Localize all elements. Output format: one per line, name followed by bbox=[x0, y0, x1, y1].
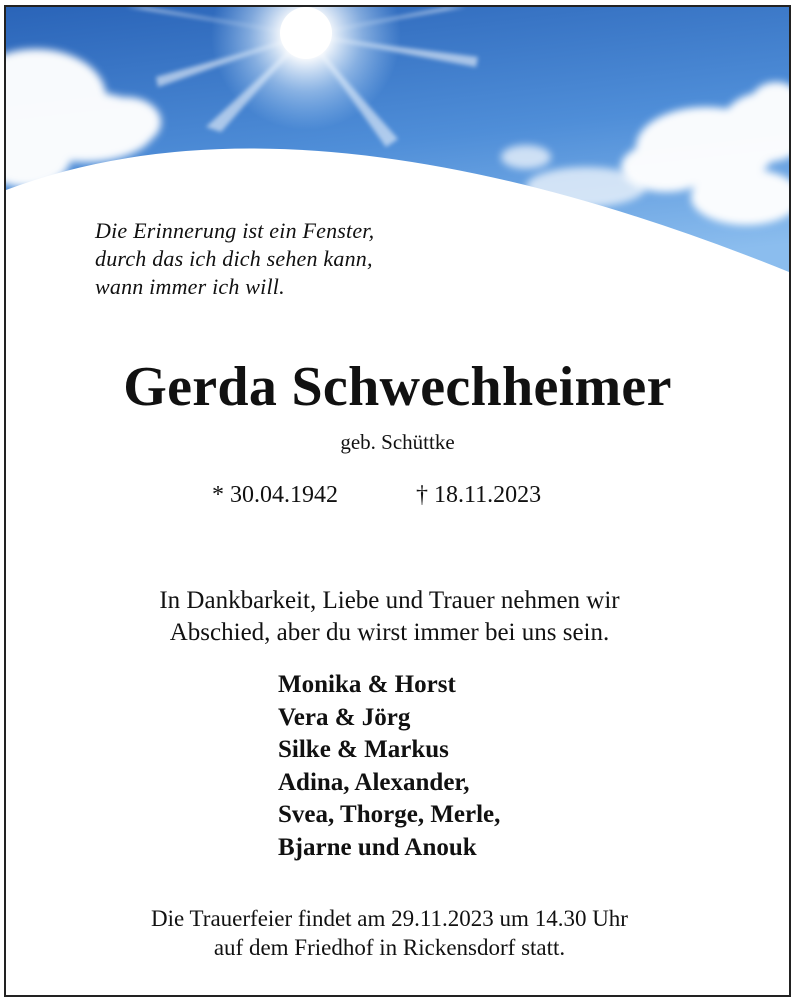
quote-line: durch das ich dich sehen kann, bbox=[95, 246, 373, 271]
mourner-entry: Monika & Horst bbox=[278, 671, 456, 698]
funeral-line: Die Trauerfeier findet am 29.11.2023 um 14.30 Uhr bbox=[151, 906, 628, 931]
funeral-line: auf dem Friedhof in Rickensdorf statt. bbox=[213, 935, 566, 960]
birth-date: * 30.04.1942 bbox=[212, 482, 338, 508]
farewell-line: In Dankbarkeit, Liebe und Trauer nehmen wir bbox=[159, 587, 620, 614]
quote-line: Die Erinnerung ist ein Fenster, bbox=[95, 218, 375, 243]
funeral-details bbox=[6, 904, 773, 962]
farewell-line: Abschied, aber du wirst immer bei uns sein. bbox=[169, 619, 610, 646]
mourner-entry: Vera & Jörg bbox=[278, 703, 411, 731]
quote-line: wann immer ich will. bbox=[95, 274, 285, 299]
memorial-quote bbox=[95, 217, 374, 301]
mourners-list bbox=[278, 669, 500, 865]
mourner-entry: Adina, Alexander, bbox=[278, 768, 470, 796]
maiden-name: geb. Schüttke bbox=[340, 430, 455, 454]
mourner-entry: Silke & Markus bbox=[278, 736, 449, 764]
obituary-notice bbox=[4, 5, 791, 997]
mourner-entry: Bjarne und Anouk bbox=[278, 833, 477, 861]
farewell-text bbox=[6, 585, 773, 649]
death-date: † 18.11.2023 bbox=[416, 482, 542, 508]
deceased-name: Gerda Schwechheimer bbox=[123, 356, 672, 418]
mourner-entry: Svea, Thorge, Merle, bbox=[278, 801, 501, 829]
